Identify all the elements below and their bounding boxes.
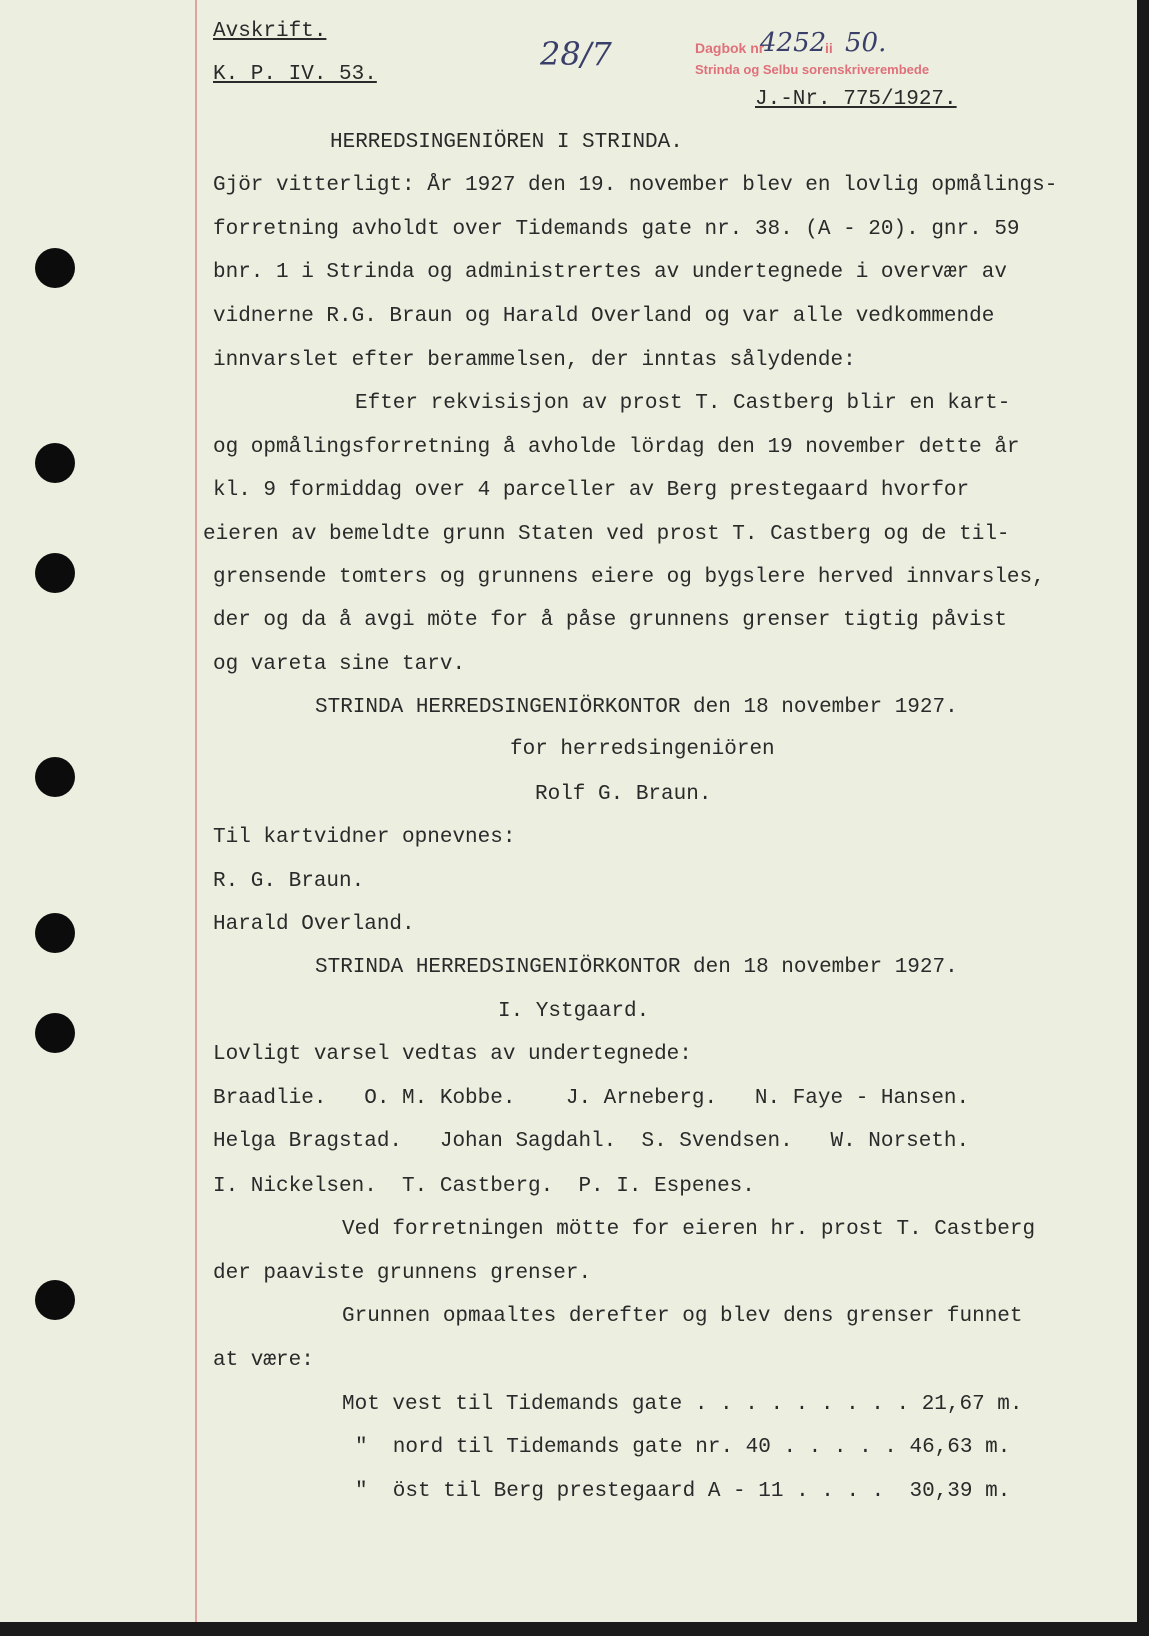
text-line: Lovligt varsel vedtas av undertegnede: (213, 1043, 692, 1066)
margin-line (195, 0, 197, 1622)
punch-hole (35, 1013, 75, 1053)
avskrift-label: Avskrift. (213, 20, 327, 43)
punch-hole (35, 443, 75, 483)
punch-hole (35, 248, 75, 288)
text-line: og vareta sine tarv. (213, 653, 466, 676)
punch-hole (35, 553, 75, 593)
text-line: Efter rekvisisjon av prost T. Castberg blir en kart- (355, 392, 1011, 415)
text-line: der og da å avgi möte for å påse grunnens grenser tigtig påvist (213, 609, 1007, 632)
stamp-office: Strinda og Selbu sorenskriverembede (695, 62, 930, 77)
text-line: Gjör vitterligt: År 1927 den 19. november blev en lovlig opmålings- (213, 174, 1058, 197)
text-line: for herredsingeniören (510, 738, 775, 761)
text-line: " öst til Berg prestegaard A - 11 . . . . 30,39 m. (355, 1480, 1011, 1503)
text-line: eieren av bemeldte grunn Staten ved prost T. Castberg og de til- (203, 523, 1010, 546)
stamp-year-prefix: ii (825, 40, 833, 56)
text-line: Til kartvidner opnevnes: (213, 826, 516, 849)
text-line: Grunnen opmaaltes derefter og blev dens grenser funnet (342, 1305, 1023, 1328)
case-reference: K. P. IV. 53. (213, 63, 377, 86)
text-line: vidnerne R.G. Braun og Harald Overland og var alle vedkommende (213, 305, 995, 328)
text-line: Harald Overland. (213, 913, 415, 936)
text-line: kl. 9 formiddag over 4 parceller av Berg prestegaard hvorfor (213, 479, 970, 502)
text-line: Rolf G. Braun. (535, 783, 712, 806)
text-line: bnr. 1 i Strinda og administrertes av undertegnede i overvær av (213, 261, 1007, 284)
text-line: STRINDA HERREDSINGENIÖRKONTOR den 18 november 1927. (315, 696, 958, 719)
text-line: grensende tomters og grunnens eiere og bygslere herved innvarsles, (213, 566, 1045, 589)
text-line: og opmålingsforretning å avholde lördag den 19 november dette år (213, 436, 1020, 459)
text-line: innvarslet efter berammelsen, der inntas sålydende: (213, 349, 856, 372)
text-line: I. Ystgaard. (498, 1000, 650, 1023)
text-line: " nord til Tidemands gate nr. 40 . . . . . 46,63 m. (355, 1436, 1011, 1459)
stamp-number: 4252 (760, 28, 827, 58)
text-line: der paaviste grunnens grenser. (213, 1262, 592, 1285)
journal-number: J.-Nr. 775/1927. (755, 88, 957, 111)
text-line: R. G. Braun. (213, 870, 365, 893)
text-line: HERREDSINGENIÖREN I STRINDA. (330, 131, 683, 154)
stamp-label: Dagbok nr (695, 40, 765, 56)
text-line: at være: (213, 1349, 314, 1372)
punch-hole (35, 757, 75, 797)
punch-hole (35, 1280, 75, 1320)
text-line: I. Nickelsen. T. Castberg. P. I. Espenes. (213, 1175, 755, 1198)
stamp-year: 50. (845, 28, 887, 58)
punch-hole (35, 913, 75, 953)
text-line: STRINDA HERREDSINGENIÖRKONTOR den 18 november 1927. (315, 956, 958, 979)
text-line: Mot vest til Tidemands gate . . . . . . . . . 21,67 m. (342, 1393, 1023, 1416)
handwritten-date: 28/7 (540, 35, 612, 73)
text-line: Helga Bragstad. Johan Sagdahl. S. Svendsen. W. Norseth. (213, 1130, 970, 1153)
text-line: Braadlie. O. M. Kobbe. J. Arneberg. N. Faye - Hansen. (213, 1087, 970, 1110)
text-line: forretning avholdt over Tidemands gate nr. 38. (A - 20). gnr. 59 (213, 218, 1020, 241)
text-line: Ved forretningen mötte for eieren hr. prost T. Castberg (342, 1218, 1036, 1241)
